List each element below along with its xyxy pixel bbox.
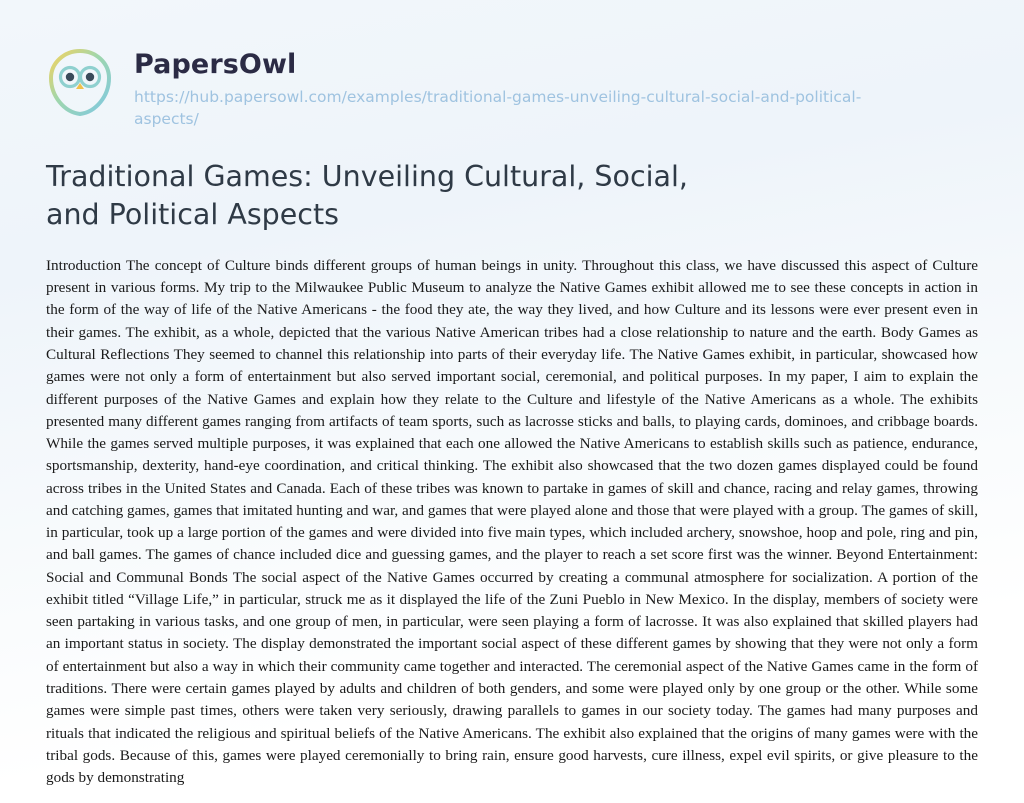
page-url[interactable]: https://hub.papersowl.com/examples/traditional-games-unveiling-cultural-social-and-political-aspects/	[134, 87, 862, 129]
brand-name: PapersOwl	[134, 49, 297, 80]
brand-text	[134, 44, 924, 131]
brand-row	[44, 44, 1024, 131]
article	[0, 158, 1024, 789]
page-title: Traditional Games: Unveiling Cultural, Social, and Political Aspects	[46, 160, 688, 232]
site-header	[0, 0, 1024, 130]
article-body: Introduction The concept of Culture binds different groups of human beings in unity. Throughout this class, we have discussed this aspect of Culture present in various forms. My trip to the Milwaukee Public Museum to analyze the Native Games exhibit allowed me to see these concepts in action in the form of the way of life of the Native Americans - the food they ate, the way they lived, and how Culture and its lessons were ever present even in their games. The exhibit, as a whole, depicted that the various Native American tribes had a close relationship to nature and the earth. Body Games as Cultural Reflections They seemed to channel this relationship into parts of their everyday life. The Native Games exhibit, in particular, showcased how games were not only a form of entertainment but also served important social, ceremonial, and political purposes. In my paper, I aim to explain the different purposes of the Native Games and explain how they relate to the Culture and lifestyle of the Native Americans as a whole. The exhibits presented many different games ranging from artifacts of team sports, such as lacrosse sticks and balls, to playing cards, dominoes, and cribbage boards. While the games served multiple purposes, it was explained that each one allowed the Native Americans to establish skills such as patience, endurance, sportsmanship, dexterity, hand-eye coordination, and critical thinking. The exhibit also showcased that the two dozen games displayed could be found across tribes in the United States and Canada. Each of these tribes was known to partake in games of skill and chance, racing and relay games, throwing and catching games, games that imitated hunting and war, and games that were played alone and those that were played with a group. The games of skill, in particular, took up a large portion of the games and were divided into five main types, which included archery, snowshoe, hoop and pole, ring and pin, and ball games. The games of chance included dice and guessing games, and the player to reach a set score first was the winner. Beyond Entertainment: Social and Communal Bonds The social aspect of the Native Games occurred by creating a communal atmosphere for socialization. A portion of the exhibit titled “Village Life,” in particular, struck me as it displayed the life of the Zuni Pueblo in New Mexico. In the display, members of society were seen partaking in various tasks, and one group of men, in particular, were seen playing a form of lacrosse. It was also explained that skilled players had an important status in society. The display demonstrated the important social aspect of these different games by showing that they were not only a form of entertainment but also a way in which their community came together and interacted. The ceremonial aspect of the Native Games came in the form of traditions. There were certain games played by adults and children of both genders, and some were played only by one group or the other. While some games were simple past times, others were taken very seriously, drawing parallels to games in our society today. The games had many purposes and rituals that indicated the religious and spiritual beliefs of the Native Americans. The exhibit also explained that the origins of many games were with the tribal gods. Because of this, games were played ceremonially to bring rain, ensure good harvests, cure illness, expel evil spirits, or give pleasure to the gods by demonstrating	[46, 256, 978, 787]
owl-logo-icon	[44, 46, 116, 118]
